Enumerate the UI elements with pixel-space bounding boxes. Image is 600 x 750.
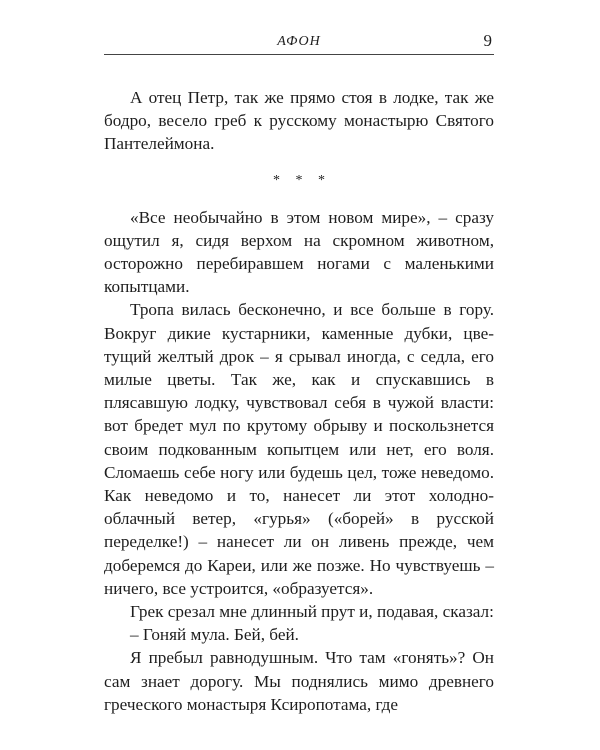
- paragraph: А отец Петр, так же прямо стоя в лодке, так же бодро, весело греб к русскому монастырю Святого Пантелеймона.: [104, 88, 494, 154]
- paragraph: Грек срезал мне длинный прут и, подавая, сказал:: [130, 602, 494, 622]
- running-title: АФОН: [277, 34, 321, 49]
- body-text: [104, 86, 494, 716]
- section-separator: * * *: [273, 172, 331, 188]
- dialog-line: – Гоняй мула. Бей, бей.: [130, 625, 299, 645]
- running-head: [104, 28, 494, 55]
- page-number: 9: [483, 31, 492, 50]
- paragraph: «Все необычайно в этом новом мире», – сразу ощутил я, сидя верхом на скромном животном, осторожно перебиравшем ногами с маленькими копытцами.: [104, 207, 494, 297]
- paragraph: Тропа вилась бесконечно, и все больше в гору. Вокруг дикие кустарники, каменные дубки, цветущий желтый дрок – я срывал иногда, с седла, его милые цветы. Так же, как и спускавшись в плясавшую лодку, чувствовал себя в чужой власти: вот бредет мул по крутому обрыву и поскользнется своим подкованным копытцем или нет, его воля. Сломаешь себе ногу или будешь цел, тоже неведомо. Как неведомо и то, нанесет ли этот холодно-облачный ветер, «гурья» («борей» в русской переделке!) – нанесет ли он ливень прежде, чем доберемся до Кареи, или же позже. Но чувствуешь – ничего, все устроится, «образуется».: [104, 300, 494, 598]
- paragraph: Я пребыл равнодушным. Что там «гонять»? Он сам знает дорогу. Мы поднялись мимо древнего греческого монастыря Ксиропотама, где: [104, 648, 494, 714]
